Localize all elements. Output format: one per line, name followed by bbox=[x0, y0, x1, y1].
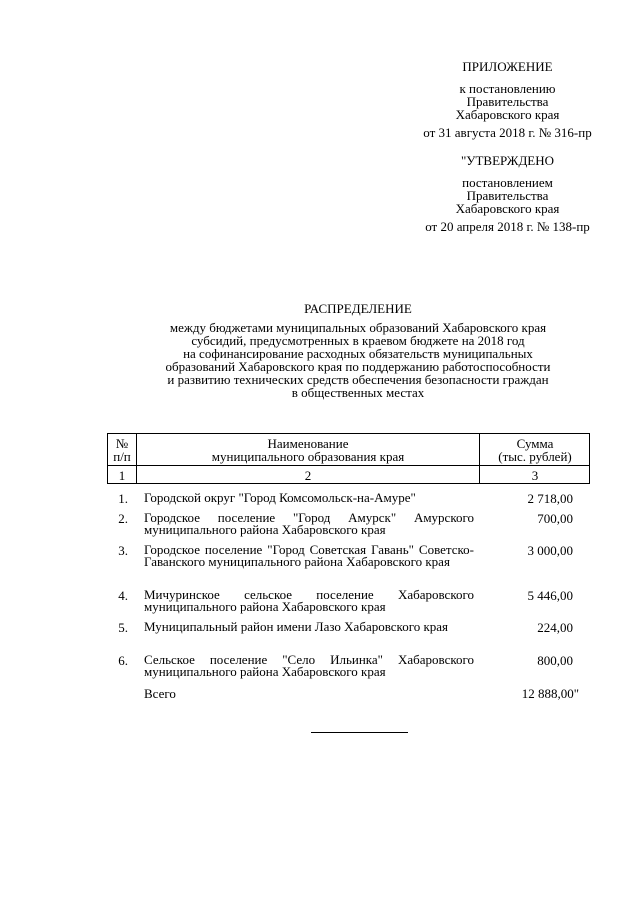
row-sum: 2 718,00 bbox=[527, 491, 573, 506]
appendix-title: ПРИЛОЖЕНИЕ bbox=[462, 59, 553, 74]
row-sum: 224,00 bbox=[537, 620, 573, 635]
row-municipality-name: Муниципальный район имени Лазо Хабаровского края bbox=[144, 619, 449, 634]
row-sum: 800,00 bbox=[537, 653, 573, 668]
approved-line-1: постановлением bbox=[462, 175, 553, 190]
total-sum: 12 888,00" bbox=[521, 686, 579, 701]
row-municipality-name: Городское поселение "Город Амурск" Амурского муниципального района Хабаровского края bbox=[144, 510, 474, 537]
header-sum-line-1: Сумма bbox=[516, 436, 554, 451]
header-name-line-2: муниципального образования края bbox=[211, 449, 405, 464]
column-number-1: 1 bbox=[118, 468, 126, 483]
document-subtitle-line: субсидий, предусмотренных в краевом бюджете на 2018 год bbox=[191, 333, 525, 348]
row-number: 2. bbox=[118, 511, 128, 526]
row-number: 4. bbox=[118, 588, 128, 603]
row-sum: 700,00 bbox=[537, 511, 573, 526]
header-num-abbr: п/п bbox=[113, 449, 131, 464]
document-subtitle-line: между бюджетами муниципальных образований Хабаровского края bbox=[169, 320, 547, 335]
total-label: Всего bbox=[144, 686, 176, 701]
row-sum: 3 000,00 bbox=[527, 543, 573, 558]
header-num-symbol: № bbox=[115, 436, 129, 451]
header-sum-line-2: (тыс. рублей) bbox=[498, 449, 572, 464]
approved-title: "УТВЕРЖДЕНО bbox=[460, 153, 555, 168]
appendix-line-1: к постановлению bbox=[459, 81, 556, 96]
appendix-line-2: Правительства bbox=[466, 94, 549, 109]
row-municipality-name: Городской округ "Город Комсомольск-на-Амуре" bbox=[144, 490, 416, 505]
row-number: 1. bbox=[118, 491, 128, 506]
document-subtitle-line: на софинансирование расходных обязательств муниципальных bbox=[183, 346, 533, 361]
column-number-2: 2 bbox=[304, 468, 312, 483]
row-number: 5. bbox=[118, 620, 128, 635]
column-number-3: 3 bbox=[531, 468, 539, 483]
appendix-line-3: Хабаровского края bbox=[455, 107, 560, 122]
approved-line-2: Правительства bbox=[466, 188, 549, 203]
row-municipality-name: Городское поселение "Город Советская Гавань" Советско-Гаванского муниципального района Хабаровского края bbox=[144, 542, 474, 569]
document-title: РАСПРЕДЕЛЕНИЕ bbox=[304, 301, 412, 316]
approved-decree-ref: от 20 апреля 2018 г. № 138-пр bbox=[425, 219, 590, 234]
row-municipality-name: Сельское поселение "Село Ильинка" Хабаровского муниципального района Хабаровского края bbox=[144, 652, 474, 679]
row-number: 3. bbox=[118, 543, 128, 558]
row-number: 6. bbox=[118, 653, 128, 668]
appendix-decree-ref: от 31 августа 2018 г. № 316-пр bbox=[423, 125, 592, 140]
closing-rule bbox=[311, 732, 408, 733]
document-subtitle-line: образований Хабаровского края по поддержанию работоспособности bbox=[165, 359, 551, 374]
document-subtitle-line: в общественных местах bbox=[291, 385, 425, 400]
document-subtitle-line: и развитию технических средств обеспечения безопасности граждан bbox=[167, 372, 549, 387]
header-name-line-1: Наименование bbox=[267, 436, 349, 451]
row-municipality-name: Мичуринское сельское поселение Хабаровского муниципального района Хабаровского края bbox=[144, 587, 474, 614]
approved-line-3: Хабаровского края bbox=[455, 201, 560, 216]
row-sum: 5 446,00 bbox=[527, 588, 573, 603]
